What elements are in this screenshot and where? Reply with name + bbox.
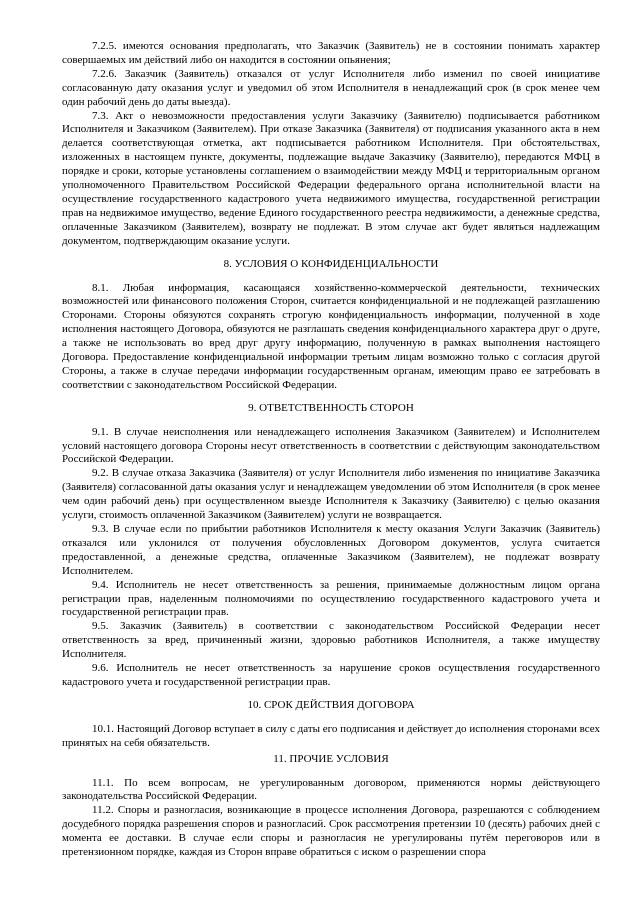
section-heading-8: 8. УСЛОВИЯ О КОНФИДЕНЦИАЛЬНОСТИ <box>223 257 439 270</box>
clause-9-5: 9.5. Заказчик (Заявитель) в соответствии с законодательством Российской Федерации несет ответственность за вред, причиненный жизни, здоровью работников Исполнителя, а также имуществу Исполнителя. <box>62 620 600 661</box>
clause-9-1: 9.1. В случае неисполнения или ненадлежащего исполнения Заказчиком (Заявителем) и Исполнителем условий настоящего договора Стороны несут ответственность в соответствии с действующим законодательством Российской Федерации. <box>62 425 600 466</box>
clause-9-2: 9.2. В случае отказа Заказчика (Заявителя) от услуг Исполнителя либо изменения по инициативе Заказчика (Заявителя) согласованной даты оказания услуг и ненадлежащем уведомлении об этом Исполнителя (в срок менее чем один рабочий день) при осуществленном выезде Исполнителя к Заказчику (Заявителю) с целью оказания услуги, стоимость оплаченной Заказчиком (Заявителем) услуги не возвращается. <box>62 467 600 522</box>
clause-7-2-6: 7.2.6. Заказчик (Заявитель) отказался от услуг Исполнителя либо изменил по своей инициативе согласованную дату оказания услуг и уведомил об этом Исполнителя в ненадлежащий срок (в срок менее чем один рабочий день до даты выезда). <box>62 67 600 108</box>
clause-10-1: 10.1. Настоящий Договор вступает в силу с даты его подписания и действует до исполнения сторонами всех принятых на себя обязательств. <box>62 722 600 749</box>
clause-8-1: 8.1. Любая информация, касающаяся хозяйственно-коммерческой деятельности, технических возможностей или финансового положения Сторон, считается конфиденциальной и не подлежащей разглашению Сторонами. Стороны обязуются сохранять строгую конфиденциальность информации, полученной в ходе исполнения настоящего Договора, обязуются не разглашать сведения конфиденциального характера друг о друге, а также не использовать во вред друг другу информацию, полученную в рамках выполнения настоящего Договора. Предоставление конфиденциальной информации третьим лицам возможно только с согласия другой Стороны, а также в случае передачи информации государственным органам, имеющим право ее затребовать в соответствии с законодательством Российской Федерации. <box>62 281 600 391</box>
clause-9-3: 9.3. В случае если по прибытии работников Исполнителя к месту оказания Услуги Заказчик (Заявитель) отказался или уклонился от получения обусловленных Договором документов, услуга считается предоставленной, а денежные средства, оплаченные Заказчиком (Заявителем), не подлежат возврату Исполнителем. <box>62 523 600 577</box>
clause-11-1: 11.1. По всем вопросам, не урегулированным договором, применяются нормы действующего законодательства Российской Федерации. <box>62 776 600 803</box>
section-heading-9: 9. ОТВЕТСТВЕННОСТЬ СТОРОН <box>248 401 414 414</box>
section-heading-11: 11. ПРОЧИЕ УСЛОВИЯ <box>273 752 389 765</box>
section-heading-10: 10. СРОК ДЕЙСТВИЯ ДОГОВОРА <box>247 698 415 711</box>
clause-7-2-5: 7.2.5. имеются основания предполагать, что Заказчик (Заявитель) не в состоянии понимать характер совершаемых им действий либо он находится в состоянии опьянения; <box>62 40 600 66</box>
clause-9-4: 9.4. Исполнитель не несет ответственность за решения, принимаемые должностным лицом органа регистрации прав, наделенным полномочиями по осуществлению государственного кадастрового учета и государственной регистрации прав. <box>62 578 600 619</box>
clause-9-6: 9.6. Исполнитель не несет ответственность за нарушение сроков осуществления государственного кадастрового учета и государственной регистрации прав. <box>62 662 600 688</box>
clause-11-2: 11.2. Споры и разногласия, возникающие в процессе исполнения Договора, разрешаются с соблюдением досудебного порядка разрешения споров и разногласий. Срок рассмотрения претензии 10 (десять) рабочих дней с момента ее доставки. В случае если споры и разногласия не урегулированы путём переговоров или в претензионном порядке, каждая из Сторон вправе обратиться с иском о разрешении спора <box>62 804 600 859</box>
clause-7-3: 7.3. Акт о невозможности предоставления услуги Заказчику (Заявителю) подписывается работником Исполнителя и Заказчиком (Заявителем). При отказе Заказчика (Заявителя) от подписания указанного акта в нем делается соответствующая отметка, акт подписывается работником Исполнителя. При обстоятельствах, изложенных в настоящем пункте, документы, подлежащие выдаче Заказчику (Заявителю), передаются МФЦ в порядке и сроки, которые установлены соглашением о взаимодействии между МФЦ и территориальным органом уполномоченного Правительством Российской Федерации федерального органа исполнительной власти на осуществление государственного кадастрового учета недвижимого имущества, государственной регистрации прав на недвижимое имущество, ведение Единого государственного реестра недвижимости, а денежные средства, оплаченные Заказчиком (Заявителем), возврату не подлежат. В этом случае акт будет являться надлежащим документом, подтверждающим оказание услуги. <box>62 109 600 247</box>
